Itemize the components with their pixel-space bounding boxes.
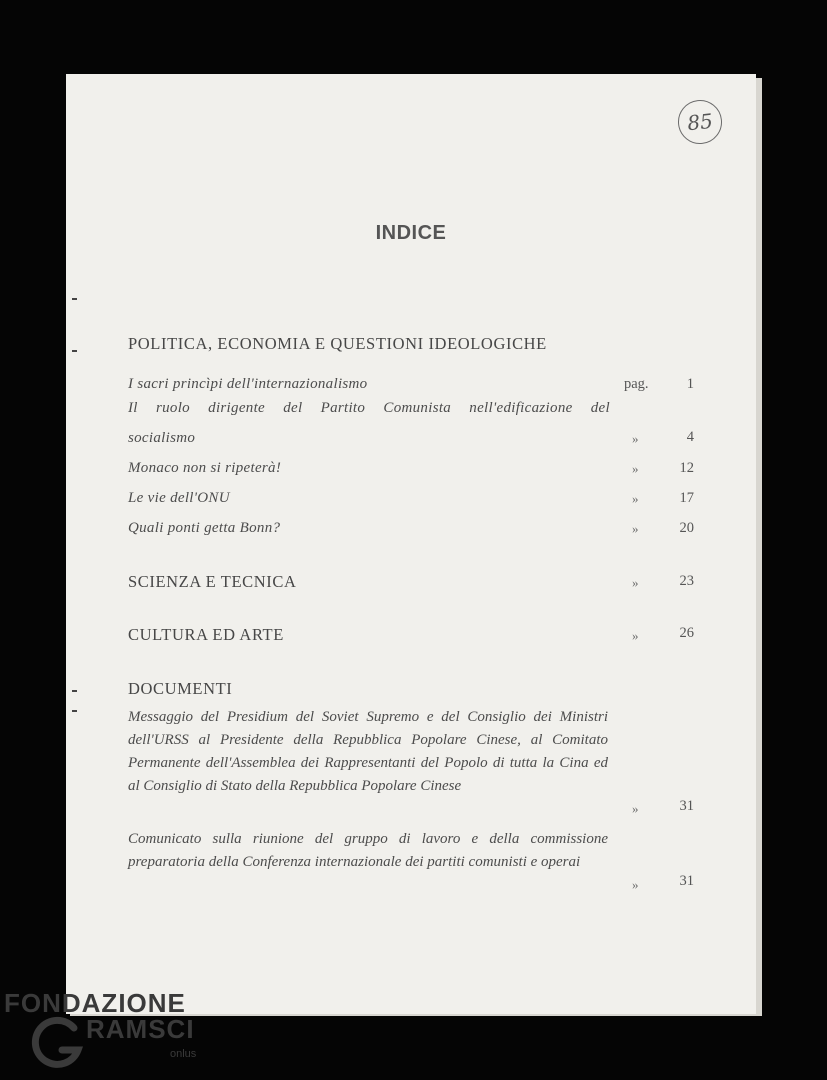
- staple-mark: [72, 690, 77, 692]
- staple-mark: [72, 298, 77, 300]
- ditto-mark: »: [632, 491, 639, 506]
- section-heading-science: SCIENZA E TECNICA: [128, 572, 297, 591]
- ditto-mark: »: [632, 877, 639, 892]
- ditto-mark: »: [632, 801, 639, 816]
- folio-number: 85: [676, 98, 724, 146]
- toc-entry-document: Comunicato sulla riunione del gruppo di lavoro e della commissione preparatoria della Conferenza internazionale dei partiti comunisti e operai: [128, 831, 608, 870]
- toc-page-number: 1: [686, 376, 694, 392]
- toc-entry-document: Messaggio del Presidium del Soviet Supremo e del Consiglio dei Ministri dell'URSS al Presidente della Repubblica Popolare Cinese, al Comitato Permanente dell'Assemblea dei Rappresentanti del Popolo di tutta la Cina ed al Consiglio di Stato della Repubblica Popolare Cinese: [128, 709, 608, 794]
- toc-page-number: 4: [686, 429, 694, 445]
- toc-entry: I sacri princìpi dell'internazionalismo: [128, 376, 368, 392]
- toc-page-number: 26: [679, 625, 694, 641]
- ditto-mark: »: [632, 461, 639, 476]
- section-heading-culture: CULTURA ED ARTE: [128, 625, 284, 644]
- toc-page-number: 20: [679, 520, 694, 536]
- staple-mark: [72, 710, 77, 712]
- ditto-mark: »: [632, 628, 639, 643]
- watermark-sub: onlus: [170, 1048, 197, 1060]
- toc-entry: Le vie dell'ONU: [128, 490, 230, 506]
- toc-page-number: 17: [679, 490, 694, 506]
- toc-page-number: 12: [679, 460, 694, 476]
- watermark-line1: FONDAZIONE: [4, 988, 186, 1018]
- toc-page-number: 31: [679, 798, 694, 814]
- section-heading-politics: POLITICA, ECONOMIA E QUESTIONI IDEOLOGICHE: [128, 334, 547, 353]
- toc-entry-continuation: socialismo: [128, 430, 196, 446]
- g-swirl-icon: [30, 1014, 88, 1072]
- toc-page-number: 23: [679, 573, 694, 589]
- document-page: [66, 74, 756, 1014]
- ditto-mark: »: [632, 521, 639, 536]
- section-heading-documents: DOCUMENTI: [128, 679, 233, 698]
- ditto-mark: »: [632, 431, 639, 446]
- page-title: INDICE: [375, 222, 447, 244]
- toc-entry: Il ruolo dirigente del Partito Comunista nell'edificazione del: [128, 400, 610, 416]
- toc-entry: Monaco non si ripeterà!: [128, 460, 282, 476]
- toc-entry: Quali ponti getta Bonn?: [128, 520, 281, 536]
- staple-mark: [72, 350, 77, 352]
- watermark-line2: RAMSCI: [86, 1014, 195, 1044]
- foundation-watermark-logo: [0, 988, 240, 1080]
- page-label: pag.: [624, 376, 649, 392]
- toc-page-number: 31: [679, 873, 694, 889]
- ditto-mark: »: [632, 575, 639, 590]
